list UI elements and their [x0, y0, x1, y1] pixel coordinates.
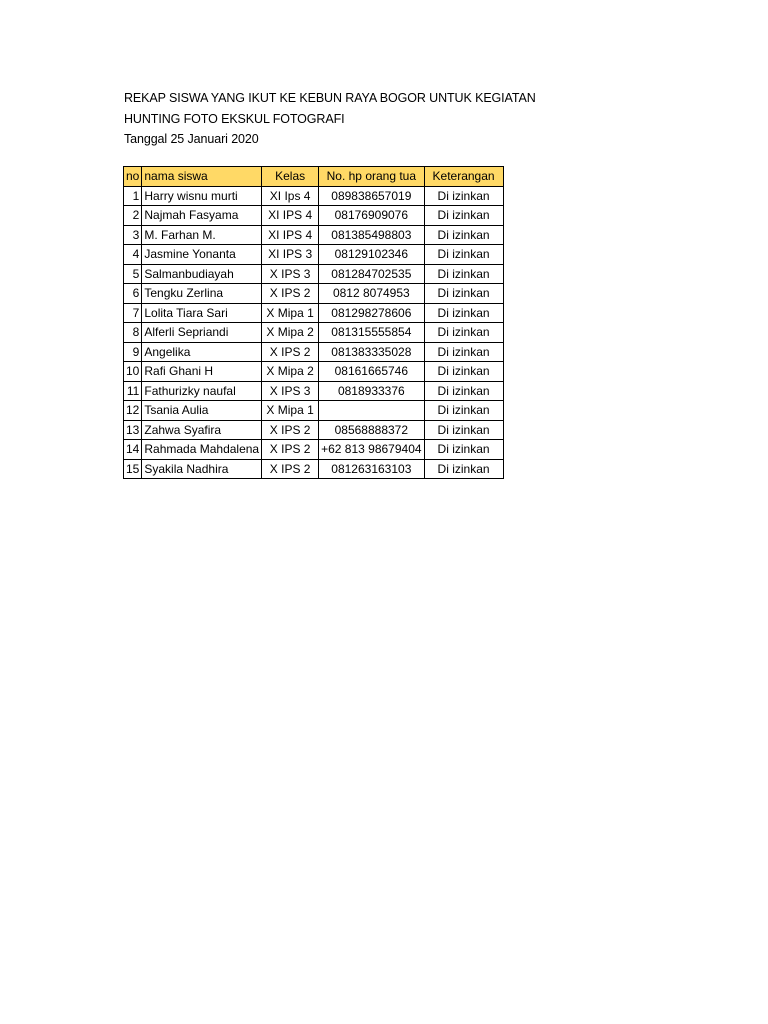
cell-nama: Harry wisnu murti: [142, 186, 262, 206]
cell-hp: 08129102346: [319, 245, 424, 265]
header-no: no: [124, 167, 142, 187]
cell-hp: +62 813 98679404: [319, 440, 424, 460]
cell-kelas: XI IPS 4: [262, 206, 319, 226]
cell-hp: 08176909076: [319, 206, 424, 226]
cell-keterangan: Di izinkan: [424, 342, 503, 362]
cell-kelas: X Mipa 1: [262, 303, 319, 323]
cell-keterangan: Di izinkan: [424, 284, 503, 304]
cell-no: 4: [124, 245, 142, 265]
student-table: [123, 166, 504, 479]
table-row: [124, 186, 504, 206]
cell-hp: 081263163103: [319, 459, 424, 479]
table-row: [124, 459, 504, 479]
cell-nama: Salmanbudiayah: [142, 264, 262, 284]
table-row: [124, 206, 504, 226]
cell-nama: Lolita Tiara Sari: [142, 303, 262, 323]
cell-keterangan: Di izinkan: [424, 381, 503, 401]
cell-kelas: X IPS 2: [262, 284, 319, 304]
cell-keterangan: Di izinkan: [424, 420, 503, 440]
cell-no: 5: [124, 264, 142, 284]
cell-kelas: X Mipa 2: [262, 362, 319, 382]
cell-no: 9: [124, 342, 142, 362]
cell-hp: 0818933376: [319, 381, 424, 401]
table-row: [124, 284, 504, 304]
table-row: [124, 303, 504, 323]
cell-nama: Jasmine Yonanta: [142, 245, 262, 265]
cell-hp: 08568888372: [319, 420, 424, 440]
cell-no: 15: [124, 459, 142, 479]
table-row: [124, 323, 504, 343]
cell-keterangan: Di izinkan: [424, 206, 503, 226]
document-title-line-2: HUNTING FOTO EKSKUL FOTOGRAFI: [124, 111, 345, 126]
table-row: [124, 225, 504, 245]
cell-kelas: X IPS 2: [262, 440, 319, 460]
document-title-line-1: REKAP SISWA YANG IKUT KE KEBUN RAYA BOGOR UNTUK KEGIATAN: [124, 91, 536, 105]
cell-no: 14: [124, 440, 142, 460]
cell-kelas: X Mipa 2: [262, 323, 319, 343]
cell-no: 8: [124, 323, 142, 343]
cell-hp: 081383335028: [319, 342, 424, 362]
table-row: [124, 381, 504, 401]
header-keterangan: Keterangan: [424, 167, 503, 187]
table-row: [124, 245, 504, 265]
header-nama-siswa: nama siswa: [142, 167, 262, 187]
table-body: [124, 186, 504, 479]
cell-hp: 081385498803: [319, 225, 424, 245]
cell-nama: Angelika: [142, 342, 262, 362]
cell-nama: Fathurizky naufal: [142, 381, 262, 401]
cell-no: 7: [124, 303, 142, 323]
cell-keterangan: Di izinkan: [424, 225, 503, 245]
cell-nama: Syakila Nadhira: [142, 459, 262, 479]
cell-kelas: XI IPS 3: [262, 245, 319, 265]
header-no-hp: No. hp orang tua: [319, 167, 424, 187]
cell-keterangan: Di izinkan: [424, 303, 503, 323]
cell-keterangan: Di izinkan: [424, 245, 503, 265]
cell-no: 13: [124, 420, 142, 440]
cell-nama: Tsania Aulia: [142, 401, 262, 421]
cell-nama: Rafi Ghani H: [142, 362, 262, 382]
cell-nama: Najmah Fasyama: [142, 206, 262, 226]
cell-keterangan: Di izinkan: [424, 264, 503, 284]
cell-keterangan: Di izinkan: [424, 440, 503, 460]
cell-hp: 08161665746: [319, 362, 424, 382]
cell-kelas: X IPS 2: [262, 342, 319, 362]
cell-keterangan: Di izinkan: [424, 401, 503, 421]
cell-nama: M. Farhan M.: [142, 225, 262, 245]
cell-no: 1: [124, 186, 142, 206]
cell-no: 2: [124, 206, 142, 226]
cell-hp: 0812 8074953: [319, 284, 424, 304]
table-row: [124, 264, 504, 284]
cell-keterangan: Di izinkan: [424, 459, 503, 479]
table-row: [124, 401, 504, 421]
cell-nama: Alferli Sepriandi: [142, 323, 262, 343]
cell-nama: Rahmada Mahdalena: [142, 440, 262, 460]
table-row: [124, 420, 504, 440]
cell-kelas: X IPS 3: [262, 381, 319, 401]
cell-keterangan: Di izinkan: [424, 186, 503, 206]
cell-no: 3: [124, 225, 142, 245]
table-row: [124, 362, 504, 382]
table-row: [124, 342, 504, 362]
cell-kelas: X IPS 2: [262, 459, 319, 479]
cell-no: 11: [124, 381, 142, 401]
cell-hp: 081298278606: [319, 303, 424, 323]
cell-no: 6: [124, 284, 142, 304]
cell-nama: Tengku Zerlina: [142, 284, 262, 304]
document-header: [124, 88, 724, 150]
cell-keterangan: Di izinkan: [424, 362, 503, 382]
cell-keterangan: Di izinkan: [424, 323, 503, 343]
cell-hp: [319, 401, 424, 421]
document-date: Tanggal 25 Januari 2020: [124, 132, 259, 146]
cell-hp: 089838657019: [319, 186, 424, 206]
cell-kelas: XI Ips 4: [262, 186, 319, 206]
cell-kelas: X Mipa 1: [262, 401, 319, 421]
cell-kelas: X IPS 2: [262, 420, 319, 440]
cell-nama: Zahwa Syafira: [142, 420, 262, 440]
cell-kelas: XI IPS 4: [262, 225, 319, 245]
header-kelas: Kelas: [262, 167, 319, 187]
cell-no: 10: [124, 362, 142, 382]
cell-no: 12: [124, 401, 142, 421]
cell-hp: 081284702535: [319, 264, 424, 284]
cell-kelas: X IPS 3: [262, 264, 319, 284]
table-header-row: [124, 167, 504, 187]
cell-hp: 081315555854: [319, 323, 424, 343]
table-row: [124, 440, 504, 460]
